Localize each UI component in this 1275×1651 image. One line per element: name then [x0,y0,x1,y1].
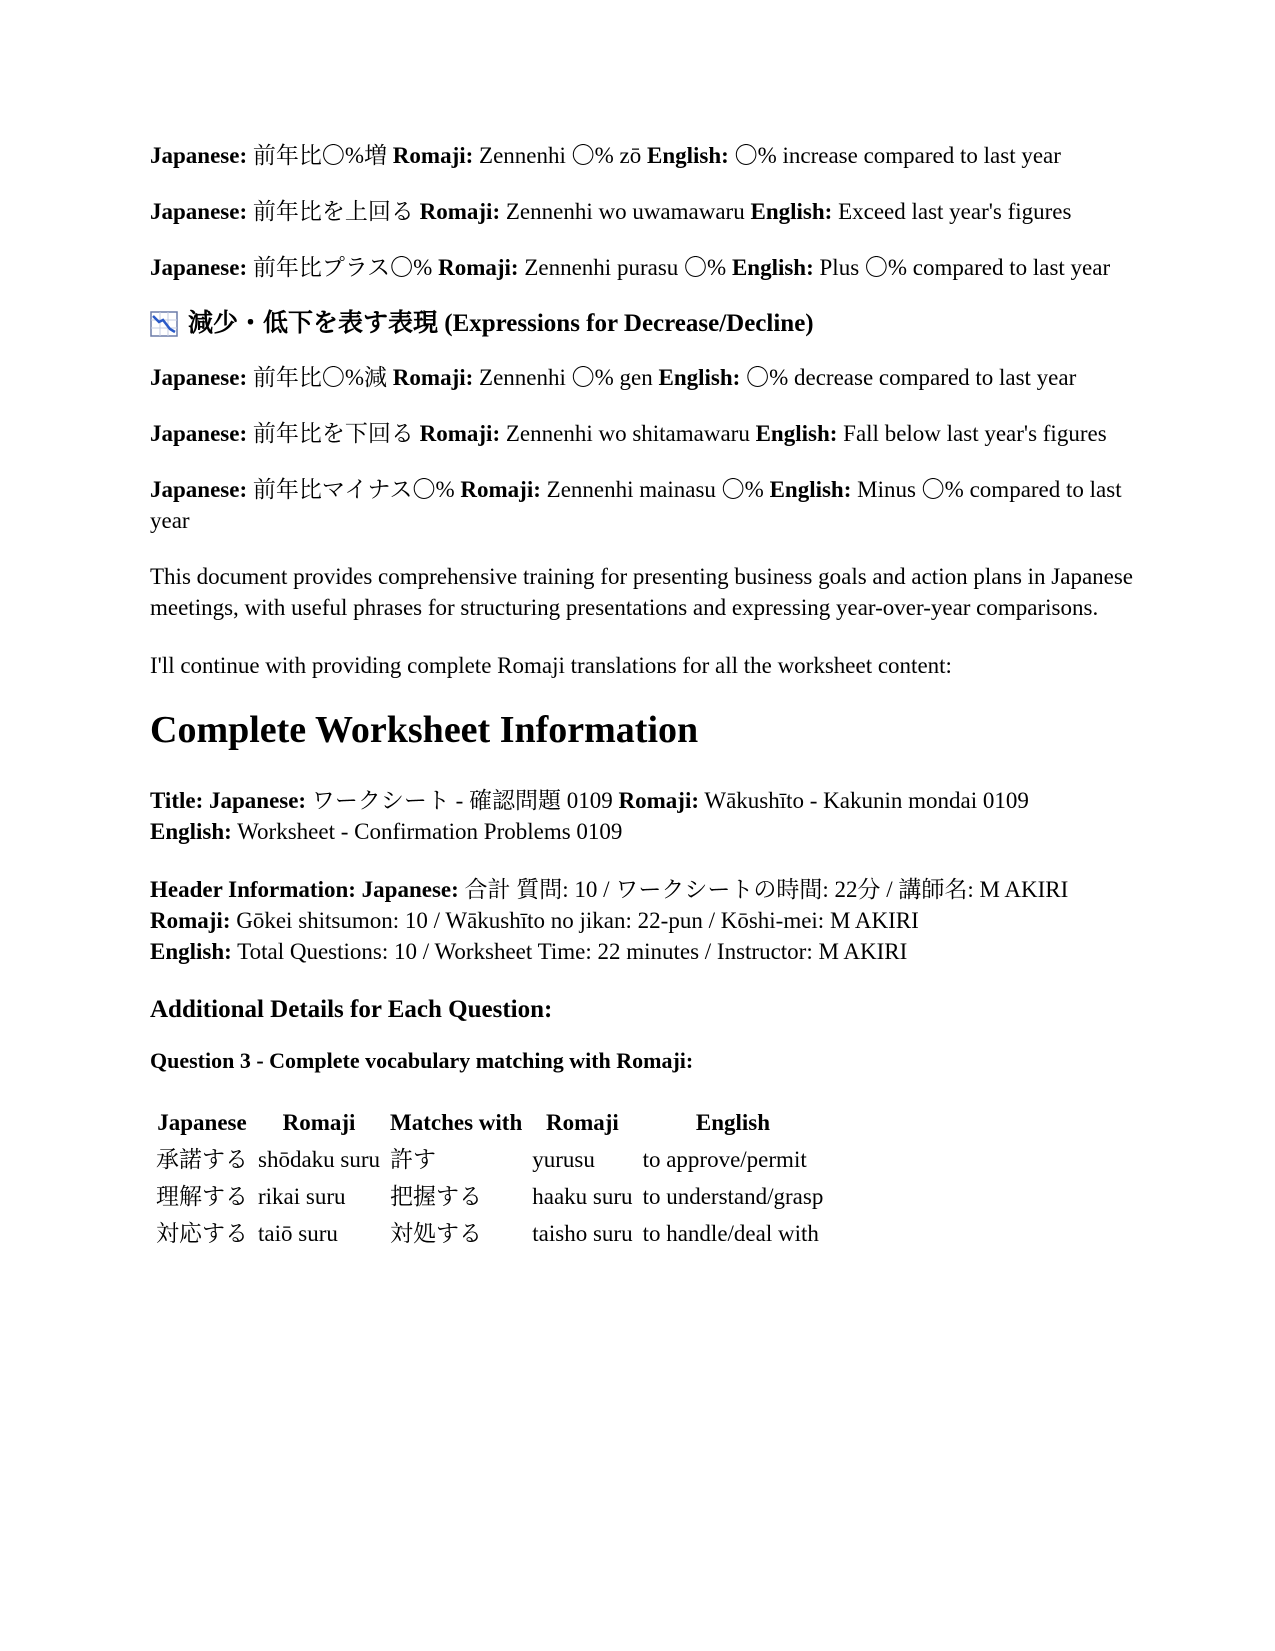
details-heading: Additional Details for Each Question: [150,996,553,1023]
table-row [152,1216,829,1253]
decrease-heading-text: 減少・低下を表す表現 (Expressions for Decrease/Decline) [188,310,814,337]
romaji-text: Zennenhi purasu 〇% [524,255,727,280]
english-label: English: [647,143,729,168]
header-info-block [150,874,1140,967]
worksheet-heading: Complete Worksheet Information [150,709,699,751]
table-cell: 許す [390,1147,437,1172]
table-cell: 承諾する [156,1147,248,1172]
japanese-text: ワークシート - 確認問題 0109 [311,788,613,813]
phrase-entry [150,140,1140,171]
english-label: English: [755,421,838,446]
japanese-label: Japanese: [150,143,248,168]
romaji-label: Romaji: [150,908,231,933]
japanese-label: Japanese: [208,788,307,813]
table-cell: to understand/grasp [642,1184,824,1209]
decrease-section-heading [150,308,1140,339]
romaji-text: Wākushīto - Kakunin mondai 0109 [704,788,1029,813]
japanese-text: 合計 質問: 10 / ワークシートの時間: 22分 / 講師名: M AKIRI [464,877,1069,902]
english-text: Total Questions: 10 / Worksheet Time: 22 minutes / Instructor: M AKIRI [237,939,908,964]
table-row [152,1179,829,1216]
phrase-entry [150,418,1140,449]
english-text: 〇% decrease compared to last year [746,365,1077,390]
table-cell: 理解する [156,1184,248,1209]
english-label: English: [150,819,232,844]
table-cell: haaku suru [532,1184,633,1209]
english-label: English: [750,199,833,224]
japanese-label: Japanese: [150,255,248,280]
romaji-text: Zennenhi mainasu 〇% [546,477,764,502]
romaji-text: Zennenhi 〇% zō [479,143,642,168]
title-block [150,785,1140,847]
japanese-text: 前年比を上回る [252,199,414,224]
romaji-label: Romaji: [419,421,501,446]
table-cell: 対処する [390,1221,483,1246]
table-cell: to approve/permit [642,1147,807,1172]
table-cell: 把握する [390,1184,483,1209]
japanese-text: 前年比を下回る [252,421,414,446]
romaji-text: Zennenhi 〇% gen [479,365,653,390]
table-header-row [152,1106,829,1142]
romaji-label: Romaji: [460,477,541,502]
japanese-text: 前年比〇%減 [252,365,388,390]
english-text: Plus 〇% compared to last year [819,255,1111,280]
document-page [150,140,1140,1253]
question3-heading: Question 3 - Complete vocabulary matching with Romaji: [150,1048,694,1073]
column-header: Matches with [390,1110,523,1135]
romaji-label: Romaji: [618,788,700,813]
column-header: Romaji [282,1110,356,1135]
table-cell: to handle/deal with [642,1221,819,1246]
table-cell: yurusu [532,1147,595,1172]
table-cell: rikai suru [258,1184,346,1209]
phrase-entry [150,474,1140,536]
english-label: English: [769,477,852,502]
column-header: Romaji [546,1110,619,1135]
summary-paragraph: This document provides comprehensive training for presenting business goals and action plans in Japanese meetings, with useful phrases for structuring presentations and expressing year-over-year comparisons. [150,564,1134,620]
header-info-label: Header Information: [150,877,356,902]
table-cell: taiō suru [258,1221,338,1246]
column-header: English [695,1110,771,1135]
japanese-text: 前年比〇%増 [252,143,388,168]
table-cell: 対応する [156,1221,248,1246]
table-cell: taisho suru [532,1221,633,1246]
japanese-text: 前年比プラス〇% [252,255,433,280]
english-label: English: [658,365,741,390]
vocabulary-table [152,1106,829,1253]
column-header: Japanese [157,1110,247,1135]
japanese-label: Japanese: [150,421,248,446]
english-label: English: [150,939,232,964]
table-row [152,1142,829,1179]
japanese-label: Japanese: [150,365,248,390]
english-text: Exceed last year's figures [838,199,1072,224]
romaji-label: Romaji: [419,199,501,224]
romaji-text: Zennenhi wo uwamawaru [505,199,745,224]
japanese-label: Japanese: [361,877,459,902]
japanese-text: 前年比マイナス〇% [252,477,455,502]
romaji-label: Romaji: [392,143,474,168]
japanese-label: Japanese: [150,477,248,502]
japanese-label: Japanese: [150,199,248,224]
english-text: Fall below last year's figures [843,421,1107,446]
romaji-label: Romaji: [438,255,519,280]
english-text: 〇% increase compared to last year [734,143,1061,168]
english-label: English: [731,255,814,280]
romaji-text: Gōkei shitsumon: 10 / Wākushīto no jikan: 22-pun / Kōshi-mei: M AKIRI [236,908,919,933]
title-label: Title: [150,788,204,813]
english-text: Minus 〇% compared to last year [150,477,1122,533]
phrase-entry [150,362,1140,393]
table-cell: shōdaku suru [258,1147,381,1172]
chart-decreasing-icon [150,311,178,337]
romaji-label: Romaji: [392,365,474,390]
continue-note: I'll continue with providing complete Romaji translations for all the worksheet content: [150,653,952,678]
romaji-text: Zennenhi wo shitamawaru [505,421,750,446]
phrase-entry [150,196,1140,227]
phrase-entry [150,252,1140,283]
english-text: Worksheet - Confirmation Problems 0109 [237,819,623,844]
